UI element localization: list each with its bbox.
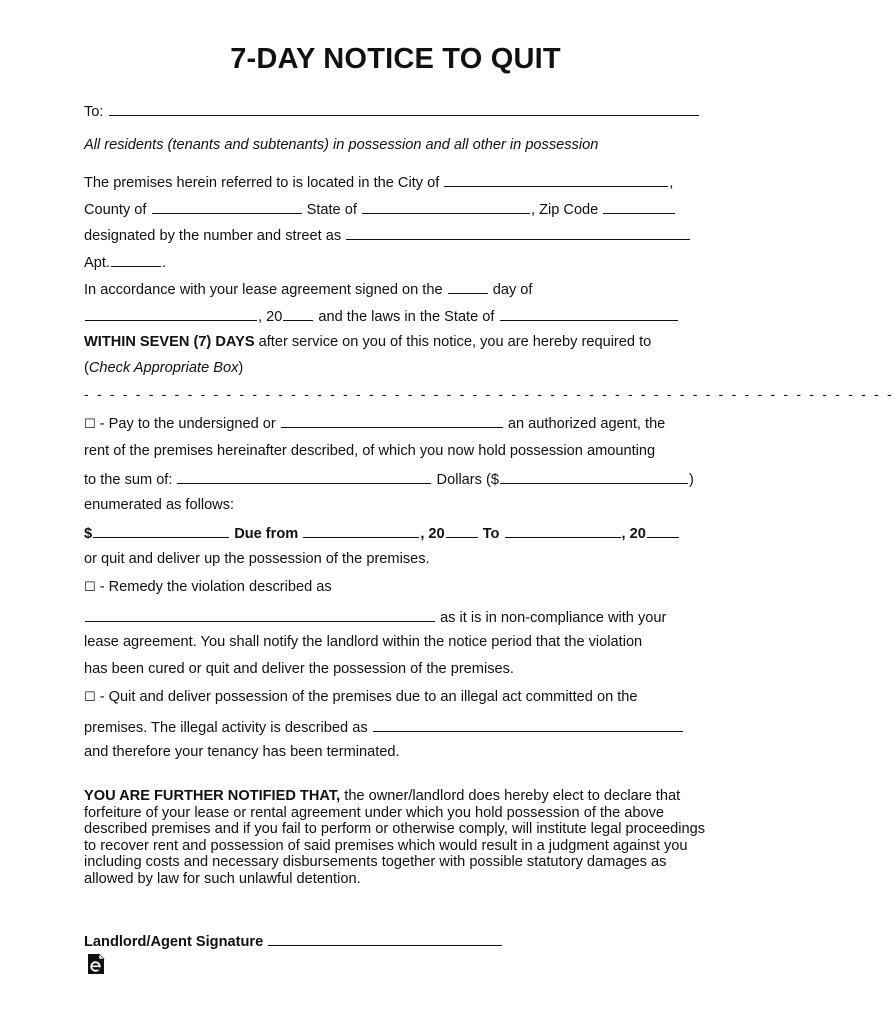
county-row: [84, 199, 676, 219]
due-from-year-field[interactable]: [446, 523, 478, 538]
further-rest: the owner/landlord does hereby elect to declare that forfeiture of your lease or rental agreement under which you hold possession of the above described premises and if you fail to perform or otherwise comply, will institute legal proceedings to recover rent and possession of said premises which would result in a judgment against you including costs and necessary disbursements together with possible statutory damages as allowed by law for such unlawful detention.: [84, 788, 706, 887]
check-italic: Check Appropriate Box: [88, 360, 239, 376]
apt-row: Apt. .: [84, 252, 166, 272]
pay-suffix: an authorized agent, the: [507, 416, 666, 432]
notify-line: lease agreement. You shall notify the landlord within the notice period that the violation: [84, 634, 643, 650]
to-word: To: [482, 526, 500, 542]
illegal-checkbox[interactable]: ☐: [84, 690, 96, 705]
to-row: [84, 101, 700, 121]
check-close: ): [238, 360, 244, 376]
terminated-line: and therefore your tenancy has been terminated.: [84, 744, 400, 760]
signature-field[interactable]: [268, 931, 502, 946]
due-from-year-prefix: , 20: [420, 526, 445, 542]
document-title: 7-DAY NOTICE TO QUIT: [230, 43, 561, 75]
to-field[interactable]: [109, 101, 699, 116]
quit-line: or quit and deliver up the possession of the premises.: [84, 551, 430, 567]
remedy-checkbox[interactable]: ☐: [84, 580, 96, 595]
dollars-label: Dollars ($: [436, 472, 499, 488]
premises-row: The premises herein referred to is located in the City of ,: [84, 172, 673, 192]
illegal-desc-label: premises. The illegal activity is described as: [84, 720, 368, 736]
enumerated-line: enumerated as follows:: [84, 497, 235, 513]
due-from-field[interactable]: [303, 523, 419, 538]
illegal-label: - Quit and deliver possession of the premises due to an illegal act committed on the: [99, 689, 638, 705]
month-row: [84, 306, 679, 326]
zip-field[interactable]: [603, 199, 675, 214]
violation-field[interactable]: [85, 607, 435, 622]
street-row: [84, 225, 691, 245]
eforms-logo-icon: [86, 953, 106, 975]
laws-label: and the laws in the State of: [318, 309, 495, 325]
signature-label: Landlord/Agent Signature: [84, 934, 264, 950]
premises-label: The premises herein referred to is located in the City of: [84, 175, 440, 191]
signature-row: [84, 931, 503, 951]
to-label: To:: [84, 104, 104, 120]
illegal-desc-row: [84, 717, 684, 737]
violation-row: [84, 607, 666, 627]
state-label: State of: [306, 202, 357, 218]
due-amount-field[interactable]: [93, 523, 229, 538]
day-of-label: day of: [492, 282, 533, 298]
lease-row: [84, 279, 532, 299]
state-field[interactable]: [362, 199, 530, 214]
laws-state-field[interactable]: [500, 306, 678, 321]
noncompliance-label: as it is in non-compliance with your: [440, 610, 667, 626]
dashed-divider: - - - - - - - - - - - - - - - - - - - - - - - - - - - - - - - - - - - - - - - - - - - - - - - - - - - - - - - - - - - - - - -: [84, 386, 894, 402]
further-notice-paragraph: [84, 788, 714, 888]
check-open: (: [84, 360, 89, 376]
rent-line: rent of the premises hereinafter described, of which you now hold possession amounting: [84, 443, 656, 459]
due-from-label: Due from: [234, 526, 299, 542]
within-rest: after service on you of this notice, you are hereby required to: [258, 334, 652, 350]
remedy-label: - Remedy the violation described as: [99, 579, 332, 595]
dollar-sign: $: [84, 526, 93, 542]
lease-label: In accordance with your lease agreement signed on the: [84, 282, 443, 298]
due-to-year-field[interactable]: [647, 523, 679, 538]
street-field[interactable]: [346, 225, 690, 240]
within-row: [84, 333, 651, 351]
year-prefix: , 20: [258, 309, 283, 325]
street-label: designated by the number and street as: [84, 228, 342, 244]
sum-amount-field[interactable]: [500, 469, 688, 484]
agent-field[interactable]: [281, 413, 503, 428]
apt-field[interactable]: [111, 252, 161, 267]
illegal-row: [84, 688, 638, 707]
pay-row: [84, 413, 665, 434]
illegal-activity-field[interactable]: [373, 717, 683, 732]
cured-line: has been cured or quit and deliver the possession of the premises.: [84, 661, 514, 677]
residents-line: All residents (tenants and subtenants) in possession and all other in possession: [84, 137, 599, 153]
due-to-field[interactable]: [505, 523, 621, 538]
zip-label: , Zip Code: [530, 202, 599, 218]
county-field[interactable]: [152, 199, 302, 214]
city-field[interactable]: [444, 172, 668, 187]
county-label: County of: [84, 202, 147, 218]
sum-label: to the sum of:: [84, 472, 173, 488]
sum-row: [84, 469, 694, 489]
pay-prefix: - Pay to the undersigned or: [99, 416, 276, 432]
pay-checkbox[interactable]: ☐: [84, 417, 96, 432]
lease-day-field[interactable]: [448, 279, 488, 294]
lease-year-field[interactable]: [283, 306, 313, 321]
dollars-close: ): [689, 472, 694, 488]
apt-label: Apt.: [84, 255, 110, 271]
remedy-row: [84, 578, 332, 597]
check-row: [84, 359, 243, 377]
further-bold: YOU ARE FURTHER NOTIFIED THAT,: [84, 788, 341, 804]
due-to-year-prefix: , 20: [621, 526, 646, 542]
due-row: [84, 523, 680, 543]
lease-month-field[interactable]: [85, 306, 257, 321]
within-bold: WITHIN SEVEN (7) DAYS: [84, 334, 255, 350]
sum-words-field[interactable]: [177, 469, 431, 484]
